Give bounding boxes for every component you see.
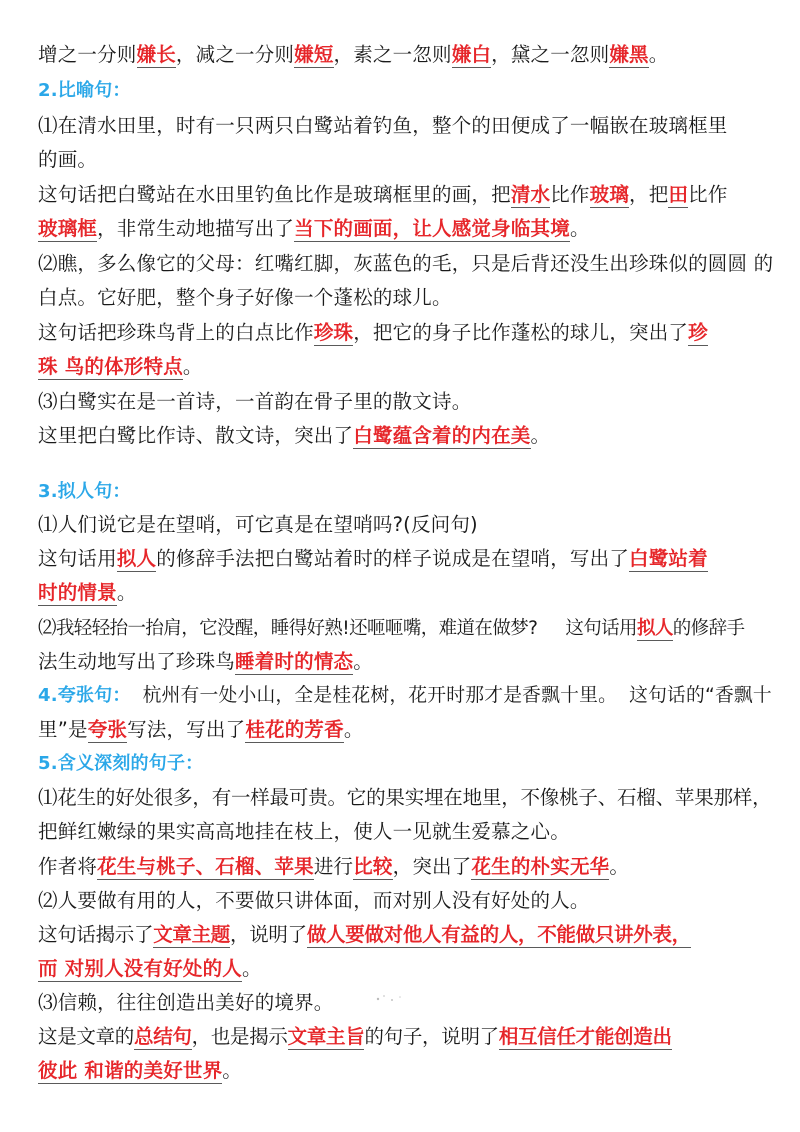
text: 这句话用 <box>565 618 637 639</box>
answer-highlight: 桂花的芳香 <box>245 718 344 741</box>
text: 这句话把珍珠鸟背上的白点比作 <box>38 321 314 344</box>
line <box>38 954 262 984</box>
text: 。 <box>530 424 551 447</box>
text: 作者将 <box>38 855 98 878</box>
answer-highlight: 嫌长 <box>136 43 176 66</box>
ink-speck <box>372 990 412 1008</box>
answer-highlight: 总结句 <box>134 1025 192 1048</box>
answer-highlight: 睡着时的情态 <box>235 650 354 673</box>
answer-highlight: 嫌短 <box>294 43 334 66</box>
text: 杭州有一处小山，全是桂花树，花开时那才是香飘十里。 <box>142 685 618 706</box>
line: ⑵人要做有用的人，不要做只讲体面，而对别人没有好处的人。 <box>38 889 590 912</box>
answer-highlight: 珍珠 <box>313 321 354 344</box>
text: 。 <box>343 718 364 741</box>
text: 这句话把白鹭站在水田里钓鱼比作是玻璃框里的画，把 <box>38 183 511 206</box>
answer-highlight: 田 <box>668 183 689 206</box>
text: 。 <box>222 1059 242 1082</box>
line-1 <box>38 40 668 70</box>
answer-highlight: 花生的朴实无华 <box>471 855 610 878</box>
answer-highlight: 珠 鸟的体形特点 <box>38 355 183 378</box>
text: 的修辞手法把白鹭站着时的样子说成是在望哨，写出了 <box>156 547 630 570</box>
text: 这句话揭示了 <box>38 923 154 946</box>
answer-highlight: 珍 <box>688 321 708 344</box>
answer-highlight: 当下的画面，让人感觉身临其境 <box>294 217 570 240</box>
text: ，突出了 <box>392 855 472 878</box>
text: ⑵我轻轻抬一抬肩，它没醒，睡得好熟!还咂咂嘴，难道在做梦? <box>38 618 538 639</box>
answer-highlight: 文章主旨 <box>287 1025 365 1048</box>
answer-highlight: 比较 <box>353 855 393 878</box>
text: 法生动地写出了珍珠鸟 <box>38 650 236 673</box>
text: 这句话用 <box>38 547 117 570</box>
text: 这里把白鹭比作诗、散文诗，突出了 <box>38 424 354 447</box>
text: 增之一分则 <box>38 43 137 66</box>
line: 的画。 <box>38 148 98 171</box>
line: ⑶白鹭实在是一首诗，一首韵在骨子里的散文诗。 <box>38 390 472 413</box>
line: 把鲜红嫩绿的果实高高地挂在枝上，使人一见就生爱慕之心。 <box>38 820 570 843</box>
section-heading-profound-sentences: 5.含义深刻的句子： <box>38 753 204 774</box>
section-heading-metaphor: 2.比喻句： <box>38 80 131 101</box>
line <box>38 180 728 210</box>
text: ，非常生动地描写出了 <box>97 217 295 240</box>
text: ，黛之一忽则 <box>491 43 610 66</box>
line <box>38 647 373 677</box>
section-heading-personification: 3.拟人句： <box>38 481 131 502</box>
line <box>38 214 590 244</box>
answer-highlight: 玻璃 <box>589 183 630 206</box>
line <box>38 852 629 882</box>
text: 比作 <box>550 183 590 206</box>
answer-highlight: 而 对别人没有好处的人 <box>38 957 242 980</box>
answer-highlight: 白鹭蕴含着的内在美 <box>353 424 531 447</box>
line <box>38 1056 242 1086</box>
answer-highlight: 白鹭站着 <box>629 547 708 570</box>
text: ，也是揭示 <box>191 1025 288 1048</box>
answer-highlight: 夸张 <box>87 718 128 741</box>
line: ⑴在清水田里，时有一只两只白鹭站着钓鱼，整个的田便成了一幅嵌在玻璃框里 <box>38 114 728 137</box>
text: 。 <box>648 43 669 66</box>
section-heading-hyperbole: 4.夸张句： <box>38 685 131 706</box>
text: 。 <box>116 581 137 604</box>
answer-highlight: 文章主题 <box>153 923 231 946</box>
line <box>38 544 708 574</box>
line <box>38 318 708 348</box>
text: 的修辞手 <box>672 618 745 639</box>
line <box>38 681 772 711</box>
text: ，把 <box>629 183 669 206</box>
answer-highlight: 拟人 <box>116 547 157 570</box>
answer-highlight: 嫌黑 <box>609 43 649 66</box>
answer-highlight: 拟人 <box>636 618 673 639</box>
text: 进行 <box>313 855 354 878</box>
text: 。 <box>609 855 630 878</box>
text: 。 <box>242 957 262 980</box>
line <box>38 1022 672 1052</box>
text: 。 <box>182 355 203 378</box>
text: 比作 <box>688 183 728 206</box>
line: ⑶信赖，往往创造出美好的境界。 <box>38 991 334 1014</box>
text: 。 <box>353 650 373 673</box>
text: 这是文章的 <box>38 1025 135 1048</box>
answer-highlight: 玻璃框 <box>38 217 98 240</box>
line <box>38 920 691 950</box>
line <box>38 578 137 608</box>
text: 。 <box>569 217 590 240</box>
answer-highlight: 嫌白 <box>451 43 492 66</box>
line <box>38 715 364 745</box>
line <box>38 352 203 382</box>
text: ，减之一分则 <box>175 43 295 66</box>
text: ，素之一忽则 <box>333 43 452 66</box>
text: ，说明了 <box>230 923 307 946</box>
text: ，把它的身子比作蓬松的球儿，突出了 <box>353 321 689 344</box>
answer-highlight: 清水 <box>510 183 551 206</box>
answer-highlight: 时的情景 <box>38 581 117 604</box>
line: 白点。它好肥，整个身子好像一个蓬松的球儿。 <box>38 286 452 309</box>
answer-highlight: 相互信任才能创造出 <box>498 1025 672 1048</box>
line: ⑵瞧，多么像它的父母：红嘴红脚，灰蓝色的毛，只是后背还没生出珍珠似的圆圆 的 <box>38 252 774 275</box>
line: ⑴人们说它是在望哨，可它真是在望哨吗?(反问句) <box>38 513 478 536</box>
answer-highlight: 做人要做对他人有益的人，不能做只讲外表， <box>306 923 691 946</box>
line: ⑴花生的好处很多，有一样最可贵。它的果实埋在地里，不像桃子、石榴、苹果那样， <box>38 786 772 809</box>
text: 写法，写出了 <box>127 718 246 741</box>
text: 的句子，说明了 <box>364 1025 499 1048</box>
answer-highlight: 彼此 和谐的美好世界 <box>38 1059 223 1082</box>
line <box>38 421 550 451</box>
text: 里”是 <box>38 718 88 741</box>
answer-highlight: 花生与桃子、石榴、苹果 <box>97 855 314 878</box>
text: 这句话的“香飘十 <box>629 685 772 706</box>
line <box>38 614 744 644</box>
